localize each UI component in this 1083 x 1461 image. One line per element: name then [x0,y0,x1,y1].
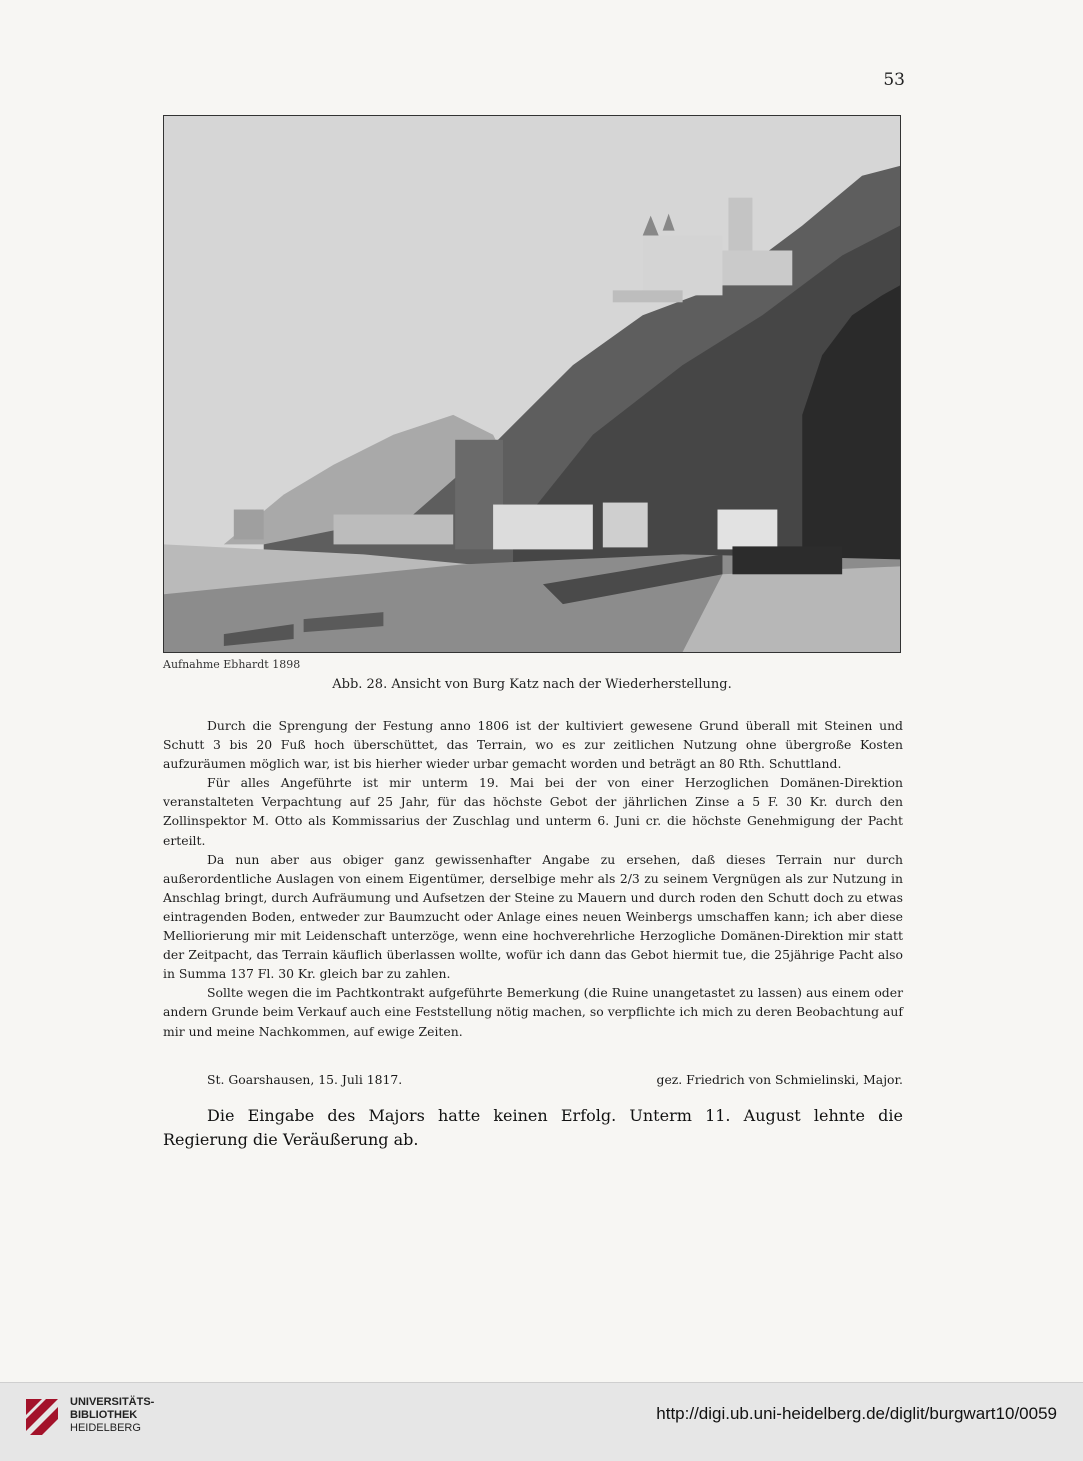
paragraph: Sollte wegen die im Pachtkontrakt aufgeführte Bemerkung (die Ruine unangetastet zu lassen) aus einem oder andern Grunde beim Verkauf auch eine Feststellung nötig machen, so verpflichte ich mich zu deren Beobachtung auf mir und meine Nachkommen, auf ewige Zeiten. [163,985,903,1039]
closing-paragraph: Die Eingabe des Majors hatte keinen Erfolg. Unterm 11. August lehnte die Regierung die Veräußerung ab. [163,1106,903,1149]
library-name-line2: BIBLIOTHEK [70,1409,138,1421]
library-name [70,1396,154,1435]
castle-photograph [163,115,901,653]
library-logo-icon [22,1395,62,1439]
paragraph: Für alles Angeführte ist mir unterm 19. Mai bei der von einer Herzoglichen Domänen-Direktion veranstalteten Verpachtung auf 25 Jahr, für das höchste Gebot der jährlichen Zinse a 5 F. 30 Kr. durch den Zollinspektor M. Otto als Kommissarius der Zuschlag und unterm 6. Juni cr. die höchste Genehmigung der Pacht erteilt. [163,775,903,848]
permalink-url[interactable]: http://digi.ub.uni-heidelberg.de/diglit/burgwart10/0059 [656,1404,1057,1423]
paragraph: Da nun aber aus obiger ganz gewissenhafter Angabe zu ersehen, daß dieses Terrain nur durch außerordentliche Auslagen von einem Eigentümer, derselbige mehr als 2/3 zu seinem Vergnügen als zur Nutzung in Anschlag bringt, durch Aufräumung und Aufsetzen der Steine zu Mauern und durch roden den Schutt doch zu etwas eintragenden Boden, entweder zur Baumzucht oder Anlage eines neuen Weinbergs umschaffen kann; ich aber diese Melliorierung mir mit Leidenschaft unterzöge, wenn eine hochverehrliche Herzogliche Domänen-Direktion mir statt der Zeitpacht, das Terrain käuflich überlassen wollte, wofür ich dann das Gebot hiermit tue, die 25jährige Pacht also in Summa 137 Fl. 30 Kr. gleich bar zu zahlen. [163,851,903,982]
castle-photo-illustration [164,116,900,652]
place-date: St. Goarshausen, 15. Juli 1817. [207,1072,403,1087]
photo-credit: Aufnahme Ebhardt 1898 [163,658,301,671]
figure-caption: Abb. 28. Ansicht von Burg Katz nach der Wiederherstellung. [332,677,732,692]
closing-remark [163,1104,903,1152]
paragraph: Durch die Sprengung der Festung anno 1806 ist der kultiviert gewesene Grund überall mit Steinen und Schutt 3 bis 20 Fuß hoch überschüttet, das Terrain, wo es zur zeitlichen Nutzung ohne übergroße Kosten aufzuräumen möglich war, ist bis hierher wieder urbar gemacht worden und beträgt an 80 Rth. Schuttland. [163,718,903,772]
library-name-line1: UNIVERSITÄTS- [70,1396,155,1408]
library-name-line3: HEIDELBERG [70,1422,141,1434]
library-footer [0,1382,1083,1461]
page-number: 53 [883,70,905,90]
signature: gez. Friedrich von Schmielinski, Major. [656,1072,903,1087]
body-text [163,716,903,1041]
